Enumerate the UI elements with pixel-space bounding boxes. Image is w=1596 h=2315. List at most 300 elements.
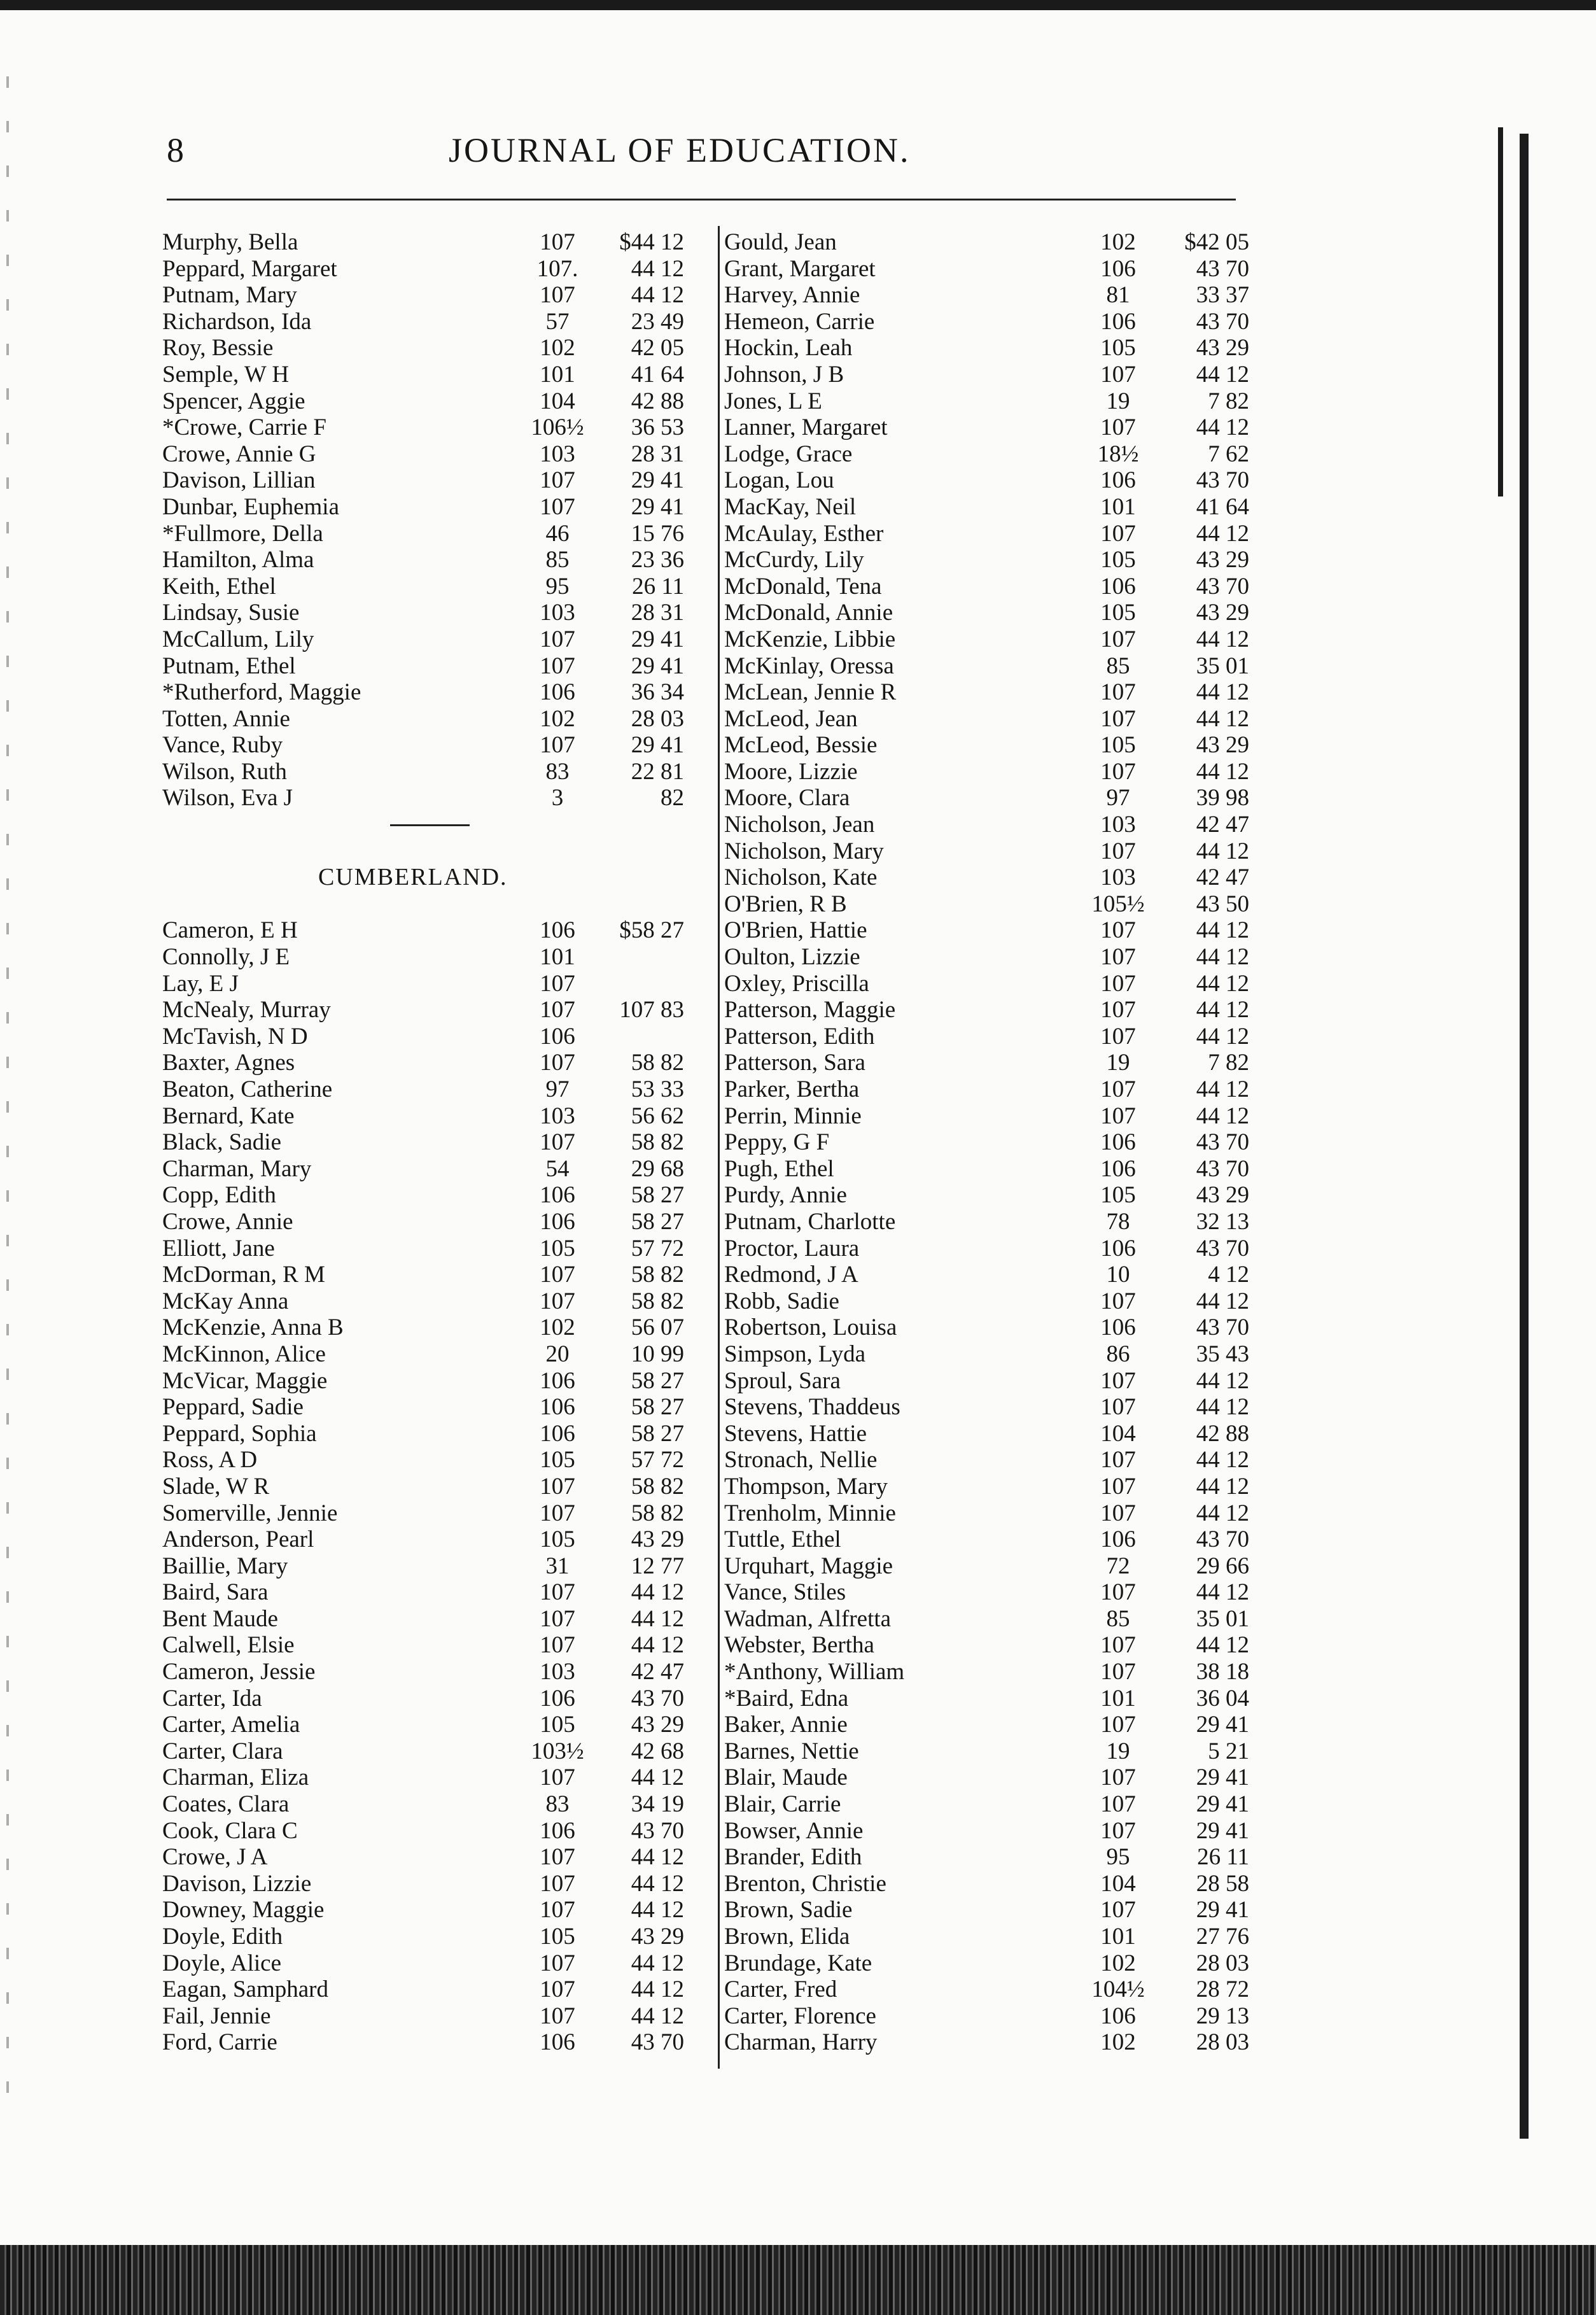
teacher-name: Lanner, Margaret: [724, 414, 888, 441]
grant-amount: 44 12: [1196, 997, 1249, 1024]
grant-amount: 57 72: [631, 1447, 684, 1474]
days-taught: 107: [1100, 1817, 1136, 1844]
grant-amount: 44 12: [631, 282, 684, 309]
teacher-name: MacKay, Neil: [724, 493, 857, 520]
days-taught: 101: [1100, 493, 1136, 520]
teacher-name: Charman, Eliza: [162, 1764, 309, 1791]
list-item: [724, 441, 1271, 468]
days-taught: 107: [1100, 944, 1136, 971]
list-item: [724, 1156, 1271, 1183]
days-taught: 83: [545, 1791, 570, 1818]
list-item: [162, 679, 710, 706]
grant-amount: 58 82: [631, 1129, 684, 1156]
teacher-name: Perrin, Minnie: [724, 1102, 862, 1129]
teacher-name: Copp, Edith: [162, 1182, 276, 1209]
list-item: [724, 1262, 1271, 1288]
grant-amount: 10 99: [631, 1340, 684, 1367]
teacher-name: Doyle, Alice: [162, 1950, 282, 1976]
grant-amount: 35 01: [1196, 1605, 1249, 1632]
teacher-name: Beaton, Catherine: [162, 1076, 333, 1102]
grant-amount: 29 41: [631, 626, 684, 652]
list-item: [162, 1209, 710, 1235]
grant-amount: 32 13: [1196, 1208, 1249, 1235]
list-item: [162, 1526, 710, 1553]
separator-line: [390, 824, 470, 826]
teacher-name: Pugh, Ethel: [724, 1155, 834, 1182]
list-item: [724, 1659, 1271, 1685]
grant-amount: 33 37: [1196, 282, 1249, 309]
teacher-name: Spencer, Aggie: [162, 388, 305, 414]
teacher-name: Baxter, Agnes: [162, 1050, 295, 1076]
days-taught: 107: [1100, 679, 1136, 706]
teacher-name: Nicholson, Mary: [724, 838, 884, 864]
teacher-name: Keith, Ethel: [162, 573, 276, 600]
days-taught: 103: [540, 1102, 575, 1129]
days-taught: 107: [540, 997, 575, 1024]
grant-amount: 27 76: [1196, 1924, 1249, 1950]
list-item: [162, 1421, 710, 1447]
teacher-name: Oxley, Priscilla: [724, 970, 869, 997]
days-taught: 105: [1100, 732, 1136, 759]
teacher-name: Robertson, Louisa: [724, 1314, 897, 1341]
days-taught: 105: [1100, 335, 1136, 362]
days-taught: 102: [1100, 229, 1136, 255]
teacher-name: Thompson, Mary: [724, 1473, 888, 1500]
grant-amount: $42 05: [1184, 229, 1249, 255]
days-taught: 85: [1106, 652, 1130, 679]
teacher-name: Elliott, Jane: [162, 1235, 275, 1262]
grant-amount: 43 29: [631, 1712, 684, 1738]
list-item: [162, 732, 710, 759]
grant-amount: 22 81: [631, 758, 684, 785]
list-item: [162, 1553, 710, 1580]
days-taught: 107: [540, 732, 575, 759]
section-heading-row: [162, 864, 710, 891]
teacher-name: Murphy, Bella: [162, 229, 298, 255]
grant-amount: 43 70: [1196, 1129, 1249, 1156]
list-item: [162, 759, 710, 785]
list-item: [724, 1685, 1271, 1712]
teacher-name: McVicar, Maggie: [162, 1367, 328, 1394]
days-taught: 10: [1106, 1262, 1130, 1288]
list-item: [724, 1818, 1271, 1845]
grant-amount: 44 12: [1196, 838, 1249, 864]
grant-amount: 44 12: [1196, 679, 1249, 706]
right-column: [724, 229, 1271, 2056]
days-taught: 81: [1106, 282, 1130, 309]
days-taught: 102: [1100, 1950, 1136, 1976]
list-item: [724, 732, 1271, 759]
list-item: [162, 1262, 710, 1288]
grant-amount: 29 41: [631, 652, 684, 679]
list-item: [724, 1606, 1271, 1633]
teacher-name: Anderson, Pearl: [162, 1526, 314, 1553]
grant-amount: 42 47: [1196, 864, 1249, 891]
list-item: [724, 1791, 1271, 1818]
teacher-name: Brander, Edith: [724, 1844, 862, 1871]
teacher-name: Baker, Annie: [724, 1712, 848, 1738]
grant-amount: 58 82: [631, 1288, 684, 1314]
teacher-name: Vance, Stiles: [724, 1579, 846, 1606]
days-taught: 107: [1100, 1897, 1136, 1924]
grant-amount: 58 27: [631, 1394, 684, 1421]
teacher-name: Blair, Carrie: [724, 1791, 841, 1818]
scan-left-edge-marks: [6, 76, 9, 2113]
teacher-name: McKinlay, Oressa: [724, 652, 894, 679]
teacher-name: Parker, Bertha: [724, 1076, 860, 1102]
grant-amount: 42 47: [1196, 812, 1249, 838]
teacher-name: Doyle, Edith: [162, 1924, 283, 1950]
list-item: [162, 1394, 710, 1421]
list-item: [162, 1844, 710, 1871]
list-item: [724, 229, 1271, 256]
list-item: [724, 388, 1271, 415]
grant-amount: 107 83: [619, 997, 684, 1024]
grant-amount: 44 12: [1196, 1288, 1249, 1314]
grant-amount: 58 82: [631, 1473, 684, 1500]
days-taught: 107: [1100, 1076, 1136, 1102]
teacher-name: Fail, Jennie: [162, 2002, 271, 2029]
teacher-name: Logan, Lou: [724, 467, 834, 494]
column-divider: [718, 226, 720, 2069]
grant-amount: 58 82: [631, 1262, 684, 1288]
days-taught: 106: [540, 2029, 575, 2056]
list-item: [162, 917, 710, 944]
grant-amount: 43 70: [1196, 1235, 1249, 1262]
list-item: [724, 626, 1271, 653]
teacher-name: Stevens, Thaddeus: [724, 1394, 900, 1421]
grant-amount: 44 12: [1196, 1023, 1249, 1050]
list-item: [724, 2003, 1271, 2030]
days-taught: 107: [540, 970, 575, 997]
list-item: [724, 971, 1271, 997]
grant-amount: 43 70: [631, 1685, 684, 1712]
grant-amount: 42 88: [631, 388, 684, 414]
teacher-name: Vance, Ruby: [162, 732, 283, 759]
list-item: [162, 1976, 710, 2003]
teacher-name: Stevens, Hattie: [724, 1420, 867, 1447]
days-taught: 106: [1100, 1129, 1136, 1156]
days-taught: 104: [540, 388, 575, 414]
list-item: [724, 1447, 1271, 1474]
teacher-name: Baird, Sara: [162, 1579, 269, 1606]
days-taught: 107: [1100, 1102, 1136, 1129]
list-item: [724, 1368, 1271, 1395]
days-taught: 103: [1100, 812, 1136, 838]
grant-amount: 44 12: [1196, 1632, 1249, 1659]
grant-amount: 44 12: [1196, 1076, 1249, 1102]
grant-amount: 58 27: [631, 1420, 684, 1447]
days-taught: 107: [1100, 1473, 1136, 1500]
teacher-name: McDonald, Tena: [724, 573, 882, 600]
days-taught: 107: [1100, 1367, 1136, 1394]
teacher-name: Trenholm, Minnie: [724, 1500, 896, 1526]
teacher-name: Crowe, Annie: [162, 1208, 293, 1235]
list-item: [724, 1288, 1271, 1315]
days-taught: 105½: [1091, 890, 1145, 917]
days-taught: 107: [1100, 1500, 1136, 1526]
teacher-name: Carter, Clara: [162, 1738, 283, 1764]
days-taught: 105: [540, 1526, 575, 1553]
teacher-name: Peppard, Sadie: [162, 1394, 304, 1421]
list-item: [724, 917, 1271, 944]
grant-amount: 44 12: [631, 255, 684, 282]
teacher-name: Lay, E J: [162, 970, 239, 997]
days-taught: 19: [1106, 388, 1130, 414]
list-item: [724, 1738, 1271, 1765]
teacher-name: Putnam, Charlotte: [724, 1208, 896, 1235]
grant-amount: 44 12: [631, 1764, 684, 1791]
days-taught: 106: [1100, 1526, 1136, 1553]
grant-amount: 44 12: [631, 2002, 684, 2029]
scan-right-edge-bar-upper: [1498, 127, 1503, 496]
list-item: [162, 1764, 710, 1791]
teacher-name: *Fullmore, Della: [162, 520, 323, 547]
list-item: [162, 1182, 710, 1209]
teacher-name: Semple, W H: [162, 361, 290, 388]
grant-amount: 58 82: [631, 1050, 684, 1076]
days-taught: 107: [540, 282, 575, 309]
days-taught: 107: [540, 626, 575, 652]
days-taught: 107: [540, 1870, 575, 1897]
days-taught: 107: [540, 652, 575, 679]
days-taught: 107: [540, 467, 575, 494]
grant-amount: 23 36: [631, 547, 684, 573]
days-taught: 103: [1100, 864, 1136, 891]
grant-amount: 58 27: [631, 1367, 684, 1394]
grant-amount: 38 18: [1196, 1659, 1249, 1685]
teacher-name: Peppard, Sophia: [162, 1420, 317, 1447]
grant-amount: 42 47: [631, 1659, 684, 1685]
list-item: [724, 1209, 1271, 1235]
list-item: [162, 1129, 710, 1156]
teacher-name: Roy, Bessie: [162, 335, 274, 362]
teacher-name: Blair, Maude: [724, 1764, 848, 1791]
list-item: [724, 1421, 1271, 1447]
list-item: [724, 997, 1271, 1024]
teacher-name: Downey, Maggie: [162, 1897, 325, 1924]
teacher-name: Charman, Mary: [162, 1155, 312, 1182]
grant-amount: 44 12: [1196, 1447, 1249, 1474]
teacher-name: *Anthony, William: [724, 1659, 905, 1685]
days-taught: 72: [1106, 1552, 1130, 1579]
list-item: [724, 1712, 1271, 1738]
teacher-name: Davison, Lillian: [162, 467, 316, 494]
grant-amount: 28 03: [631, 705, 684, 732]
days-taught: 106: [1100, 573, 1136, 600]
grant-amount: 44 12: [1196, 1367, 1249, 1394]
teacher-name: Slade, W R: [162, 1473, 270, 1500]
grant-amount: $58 27: [619, 917, 684, 944]
days-taught: 106: [540, 679, 575, 706]
list-item: [724, 1897, 1271, 1924]
grant-amount: 44 12: [631, 1605, 684, 1632]
grant-amount: 44 12: [631, 1579, 684, 1606]
grant-amount: 29 41: [1196, 1712, 1249, 1738]
days-taught: 106: [1100, 308, 1136, 335]
teacher-name: Cameron, E H: [162, 917, 298, 944]
grant-amount: 44 12: [631, 1976, 684, 2003]
days-taught: 107: [540, 2002, 575, 2029]
list-item: [162, 1024, 710, 1050]
days-taught: 107: [1100, 970, 1136, 997]
teacher-name: McAulay, Esther: [724, 520, 884, 547]
list-item: [162, 1791, 710, 1818]
grant-amount: 28 31: [631, 600, 684, 626]
days-taught: 105: [1100, 600, 1136, 626]
list-item: [162, 1659, 710, 1685]
grant-amount: 29 41: [631, 732, 684, 759]
teacher-name: *Rutherford, Maggie: [162, 679, 361, 706]
list-item: [724, 944, 1271, 971]
teacher-name: Robb, Sadie: [724, 1288, 839, 1314]
days-taught: 106: [540, 1023, 575, 1050]
grant-amount: 29 41: [1196, 1764, 1249, 1791]
days-taught: 107: [1100, 1394, 1136, 1421]
days-taught: 102: [540, 705, 575, 732]
grant-amount: 29 41: [631, 493, 684, 520]
list-item: [162, 282, 710, 309]
list-item: [162, 1579, 710, 1606]
list-item: [162, 1738, 710, 1765]
grant-amount: 43 70: [1196, 1155, 1249, 1182]
days-taught: 20: [545, 1340, 570, 1367]
grant-amount: 58 27: [631, 1208, 684, 1235]
grant-amount: 43 29: [631, 1924, 684, 1950]
grant-amount: 28 58: [1196, 1870, 1249, 1897]
grant-amount: 43 70: [631, 2029, 684, 2056]
grant-amount: 29 41: [1196, 1791, 1249, 1818]
grant-amount: 7 82: [1208, 1050, 1249, 1076]
list-item: [724, 838, 1271, 865]
grant-amount: 43 70: [1196, 1526, 1249, 1553]
days-taught: 106: [1100, 1314, 1136, 1341]
teacher-name: Carter, Ida: [162, 1685, 262, 1712]
section-heading: CUMBERLAND.: [318, 864, 508, 891]
list-item: [162, 2029, 710, 2056]
list-item: [724, 282, 1271, 309]
list-item: [724, 1976, 1271, 2003]
days-taught: 107: [540, 1844, 575, 1871]
teacher-name: Lodge, Grace: [724, 440, 853, 467]
teacher-name: McKenzie, Anna B: [162, 1314, 344, 1341]
days-taught: 107: [1100, 361, 1136, 388]
list-item: [162, 706, 710, 733]
days-taught: 103: [540, 440, 575, 467]
grant-amount: 42 88: [1196, 1420, 1249, 1447]
teacher-name: McTavish, N D: [162, 1023, 308, 1050]
list-item: [162, 1500, 710, 1527]
teacher-name: Moore, Clara: [724, 785, 850, 812]
teacher-name: McLeod, Bessie: [724, 732, 878, 759]
list-item: [724, 1103, 1271, 1130]
list-item: [724, 759, 1271, 785]
teacher-name: Peppard, Margaret: [162, 255, 337, 282]
grant-amount: 43 29: [1196, 335, 1249, 362]
teacher-name: *Baird, Edna: [724, 1685, 849, 1712]
grant-amount: 29 41: [1196, 1817, 1249, 1844]
list-item: [162, 1314, 710, 1341]
teacher-name: Wilson, Ruth: [162, 758, 287, 785]
days-taught: 107: [1100, 838, 1136, 864]
grant-amount: 43 70: [631, 1817, 684, 1844]
days-taught: 103: [540, 600, 575, 626]
grant-amount: 43 70: [1196, 573, 1249, 600]
days-taught: 103: [540, 1659, 575, 1685]
teacher-name: McCallum, Lily: [162, 626, 314, 652]
days-taught: 106: [540, 1817, 575, 1844]
list-item: [724, 521, 1271, 547]
grant-amount: 29 41: [1196, 1897, 1249, 1924]
list-item: [724, 1024, 1271, 1050]
teacher-name: McKenzie, Libbie: [724, 626, 896, 652]
list-item: [162, 1341, 710, 1368]
section-separator: [162, 812, 710, 838]
grant-amount: 28 03: [1196, 1950, 1249, 1976]
days-taught: 101: [1100, 1924, 1136, 1950]
days-taught: 104½: [1091, 1976, 1145, 2003]
list-item: [724, 362, 1271, 388]
grant-amount: 28 03: [1196, 2029, 1249, 2056]
days-taught: 106: [540, 1208, 575, 1235]
list-item: [724, 679, 1271, 706]
teacher-name: Crowe, J A: [162, 1844, 268, 1871]
list-item: [724, 1182, 1271, 1209]
teacher-name: McNealy, Murray: [162, 997, 331, 1024]
list-item: [162, 1447, 710, 1474]
teacher-name: Charman, Harry: [724, 2029, 878, 2056]
list-item: [162, 1606, 710, 1633]
teacher-name: Carter, Fred: [724, 1976, 837, 2003]
grant-amount: 41 64: [631, 361, 684, 388]
list-item: [724, 1474, 1271, 1500]
days-taught: 105: [1100, 547, 1136, 573]
teacher-name: Oulton, Lizzie: [724, 944, 860, 971]
grant-amount: 36 04: [1196, 1685, 1249, 1712]
grant-amount: 29 68: [631, 1155, 684, 1182]
list-item: [162, 600, 710, 626]
list-item: [162, 521, 710, 547]
grant-amount: 43 70: [1196, 255, 1249, 282]
teacher-name: Wilson, Eva J: [162, 785, 293, 812]
days-taught: 107: [540, 1950, 575, 1976]
days-taught: 107: [1100, 414, 1136, 441]
days-taught: 107: [540, 1605, 575, 1632]
teacher-name: Baillie, Mary: [162, 1552, 288, 1579]
list-item: [162, 626, 710, 653]
list-item: [724, 1579, 1271, 1606]
grant-amount: 4 12: [1208, 1262, 1249, 1288]
teacher-name: Proctor, Laura: [724, 1235, 860, 1262]
teacher-name: *Crowe, Carrie F: [162, 414, 326, 441]
days-taught: 107: [1100, 520, 1136, 547]
list-item: [724, 1394, 1271, 1421]
days-taught: 107: [1100, 1791, 1136, 1818]
list-item: [162, 785, 710, 812]
teacher-name: Johnson, J B: [724, 361, 844, 388]
days-taught: 102: [540, 335, 575, 362]
list-item: [724, 309, 1271, 335]
grant-amount: 15 76: [631, 520, 684, 547]
days-taught: 19: [1106, 1050, 1130, 1076]
list-item: [724, 414, 1271, 441]
teacher-name: Somerville, Jennie: [162, 1500, 338, 1526]
list-item: [724, 335, 1271, 362]
teacher-name: Hamilton, Alma: [162, 547, 314, 573]
days-taught: 106: [540, 1420, 575, 1447]
teacher-name: McCurdy, Lily: [724, 547, 864, 573]
teacher-name: Jones, L E: [724, 388, 822, 414]
